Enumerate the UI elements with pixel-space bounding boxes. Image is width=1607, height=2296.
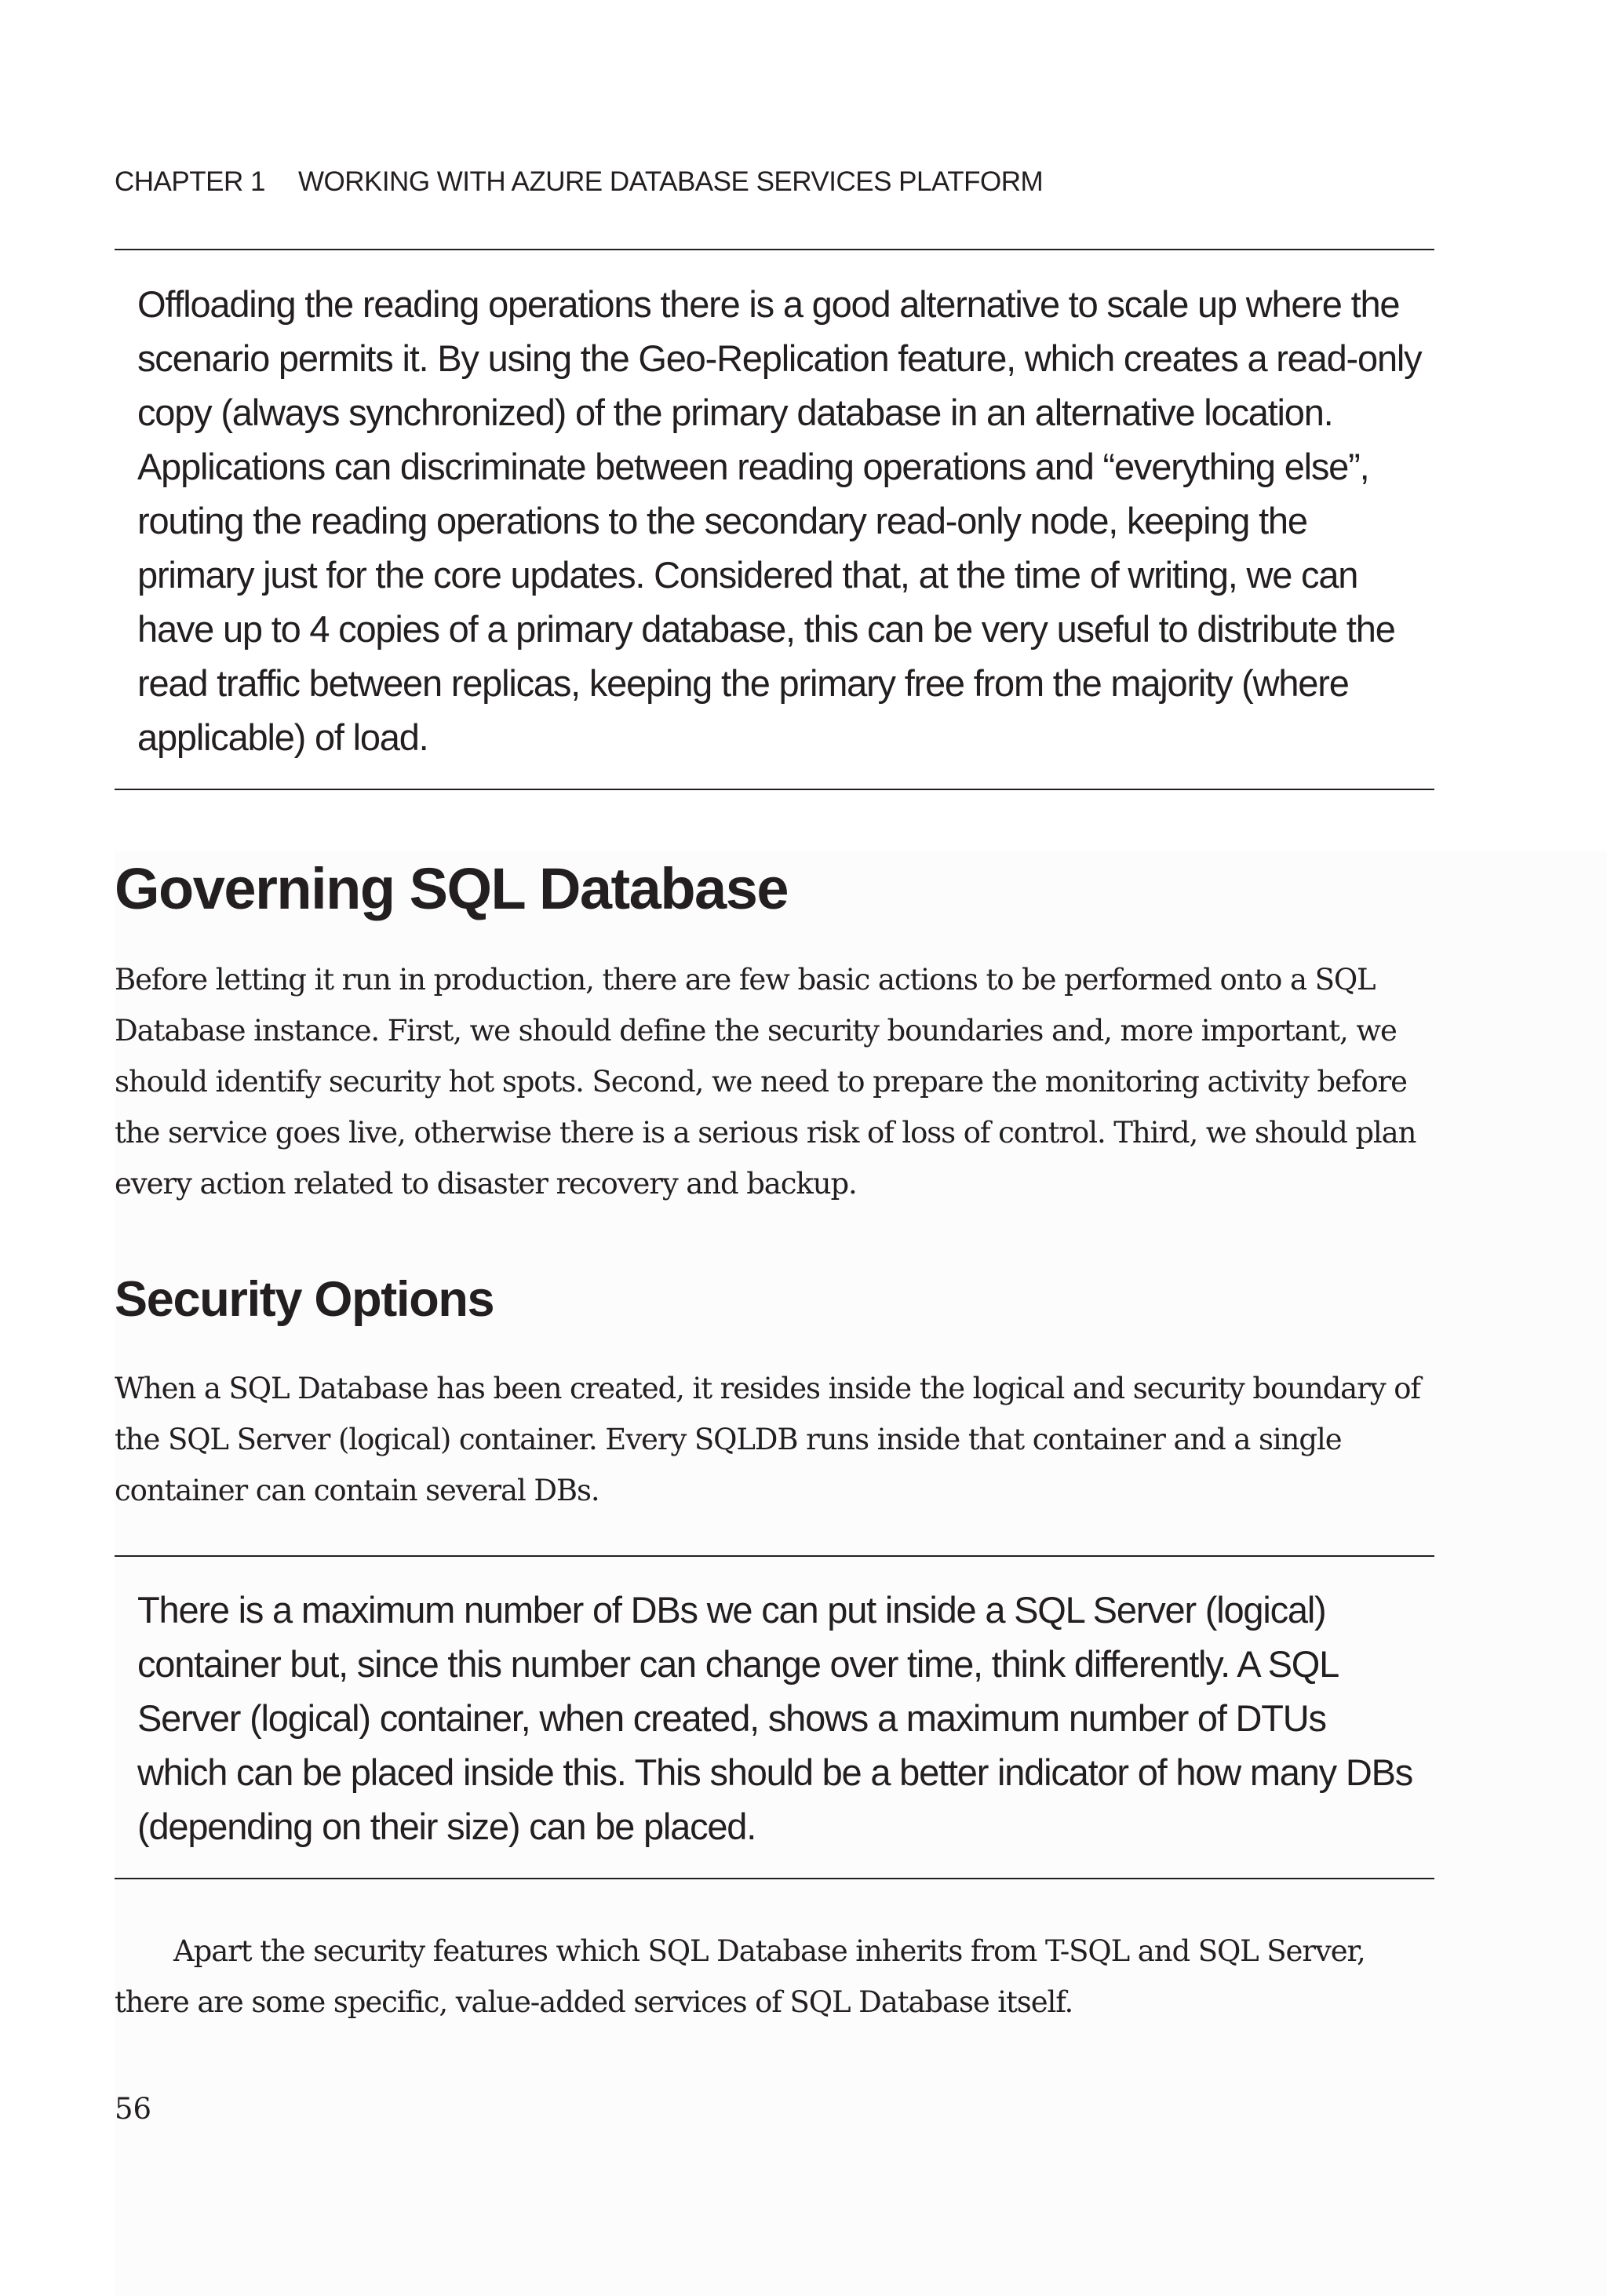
note-geo-replication: Offloading the reading operations there is a good alternative to scale up where the scenario permits it. By using the Geo-Replication feature, which creates a read-only copy (always synchronized) of the primary database in an alternative location. Applications can discriminate between reading operations and “everything else”, routing the reading operations to the secondary read-only node, keeping the primary just for the core updates. Considered that, at the time of writing, we can have up to 4 copies of a primary database, this can be very useful to distribute the read traffic between replicas, keeping the primary free from the majority (where applicable) of load. (137, 283, 1422, 758)
subsection-heading: Security Options (115, 1272, 494, 1327)
section-paragraph: Before letting it run in production, there are few basic actions to be performed onto a SQL Database instance. First, we should define the security boundaries and, more important, we should identify security hot spots. Second, we need to prepare the monitoring activity before the service goes live, otherwise there is a serious risk of loss of control. Third, we should plan every action related to disaster recovery and backup. (115, 963, 1416, 1201)
note-2-top-rule (115, 1555, 1434, 1557)
note-dtu-limit: There is a maximum number of DBs we can put inside a SQL Server (logical) container but, since this number can change over time, think differently. A SQL Server (logical) container, when created, shows a maximum number of DTUs which can be placed inside this. This should be a better indicator of how many DBs (depending on their size) can be placed. (137, 1589, 1413, 1847)
note-bottom-rule (115, 789, 1434, 790)
running-head (115, 166, 1448, 198)
note-2-bottom-rule (115, 1878, 1434, 1879)
running-head-chapter: CHAPTER 1 (115, 166, 265, 197)
closing-paragraph: Apart the security features which SQL Database inherits from T-SQL and SQL Server, there are some specific, value-added services of SQL Database itself. (115, 1934, 1365, 2019)
note-top-rule (115, 249, 1434, 250)
page-number: 56 (115, 2092, 152, 2126)
running-head-title: WORKING WITH AZURE DATABASE SERVICES PLATFORM (297, 166, 1044, 197)
subsection-paragraph: When a SQL Database has been created, it resides inside the logical and security boundary of the SQL Server (logical) container. Every SQLDB runs inside that container and a single container can contain several DBs. (115, 1372, 1420, 1507)
section-heading: Governing SQL Database (115, 856, 788, 921)
